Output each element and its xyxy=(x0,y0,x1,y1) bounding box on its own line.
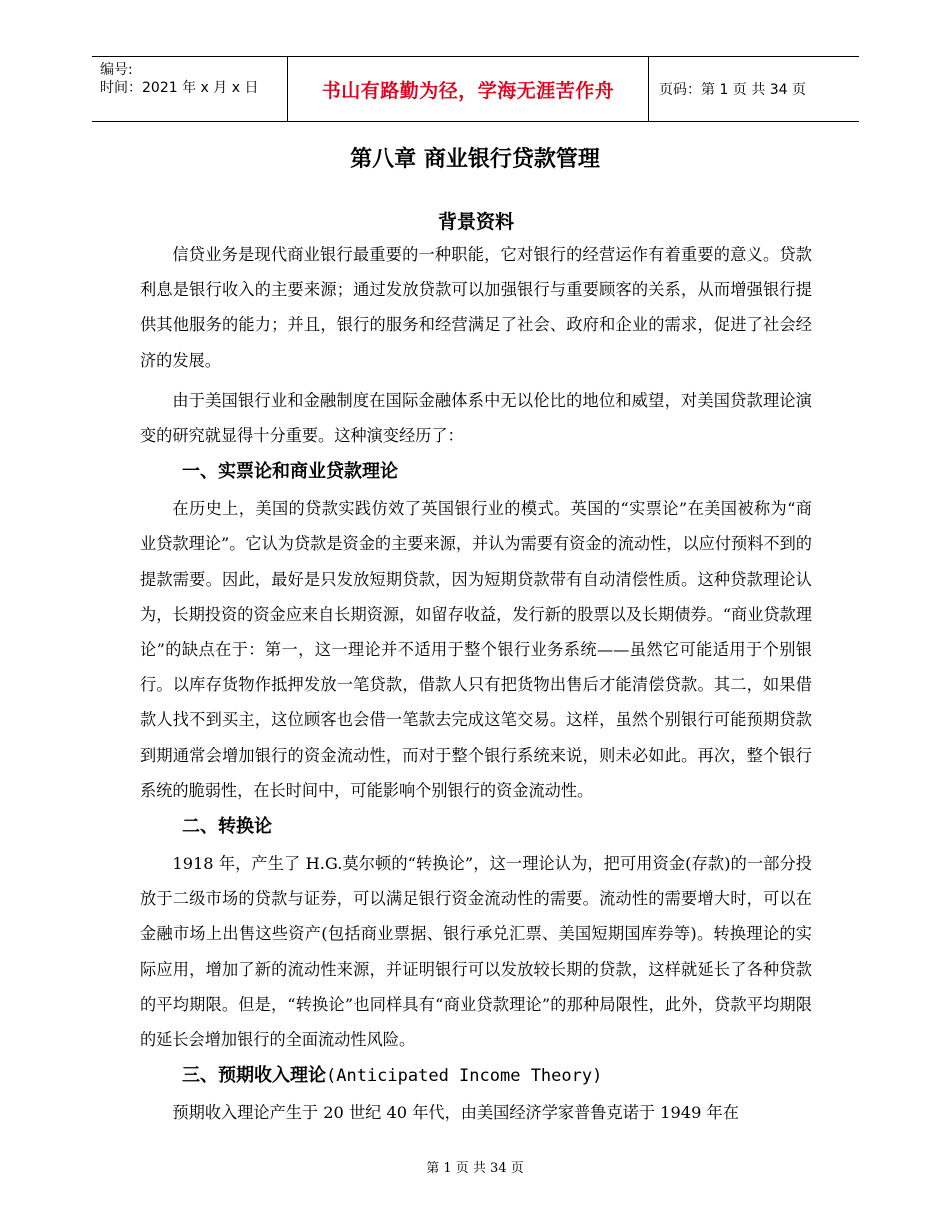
subheading xyxy=(140,1057,812,1095)
paragraph: 1918 年，产生了 H.G.莫尔顿的“转换论”，这一理论认为，把可用资金(存款)的一部分投放于二级市场的贷款与证券，可以满足银行资金流动性的需要。流动性的需要增大时，可以在金融市场上出售这些资产(包括商业票据、银行承兑汇票、美国短期国库券等)。转换理论的实际应用，增加了新的流动性来源，并证明银行可以发放较长期的贷款，这样就延长了各种贷款的平均期限。但是，“转换论”也同样具有“商业贷款理论”的那种局限性，此外，贷款平均期限的延长会增加银行的全面流动性风险。 xyxy=(140,854,812,1050)
subheading: 二、转换论 xyxy=(182,816,272,838)
header-motto: 书山有路勤为径，学海无涯苦作舟 xyxy=(287,57,649,121)
document-body xyxy=(140,207,812,1130)
subheading: 一、实票论和商业贷款理论 xyxy=(182,461,398,483)
page-header xyxy=(92,56,859,122)
chapter-title: 第八章 商业银行贷款管理 xyxy=(350,147,600,172)
section-title: 背景资料 xyxy=(437,211,514,233)
subheading-cn: 三、预期收入理论 xyxy=(182,1065,326,1087)
header-page-info: 页码：第 1 页 共 34 页 xyxy=(659,82,806,98)
subheading-en: (Anticipated Income Theory) xyxy=(326,1066,603,1087)
document-date: 时间：2021 年 x 月 x 日 xyxy=(100,80,259,96)
paragraph: 预期收入理论产生于 20 世纪 40 年代，由美国经济学家普鲁克诺于 1949 年在 xyxy=(172,1103,739,1123)
document-number-label: 编号: xyxy=(100,62,133,78)
paragraph: 信贷业务是现代商业银行最重要的一种职能，它对银行的经营运作有着重要的意义。贷款利息是银行收入的主要来源；通过发放贷款可以加强银行与重要顾客的关系，从而增强银行提供其他服务的能力；并且，银行的服务和经营满足了社会、政府和企业的需求，促进了社会经济的发展。 xyxy=(140,245,812,370)
paragraph: 在历史上，美国的贷款实践仿效了英国银行业的模式。英国的“实票论”在美国被称为“商业贷款理论”。它认为贷款是资金的主要来源，并认为需要有资金的流动性，以应付预料不到的提款需要。因此，最好是只发放短期贷款，因为短期贷款带有自动清偿性质。这种贷款理论认为，长期投资的资金应来自长期资源，如留存收益，发行新的股票以及长期债券。“商业贷款理论”的缺点在于：第一，这一理论并不适用于整个银行业务系统——虽然它可能适用于个别银行。以库存货物作抵押发放一笔贷款，借款人只有把货物出售后才能清偿贷款。其二，如果借款人找不到买主，这位顾客也会借一笔款去完成这笔交易。这样，虽然个别银行可能预期贷款到期通常会增加银行的资金流动性，而对于整个银行系统来说，则未必如此。再次，整个银行系统的脆弱性，在长时间中，可能影响个别银行的资金流动性。 xyxy=(140,499,812,800)
paragraph: 由于美国银行业和金融制度在国际金融体系中无以伦比的地位和威望，对美国贷款理论演变的研究就显得十分重要。这种演变经历了： xyxy=(140,390,812,446)
header-meta xyxy=(92,57,287,121)
page-footer: 第 1 页 共 34 页 xyxy=(426,1161,524,1176)
